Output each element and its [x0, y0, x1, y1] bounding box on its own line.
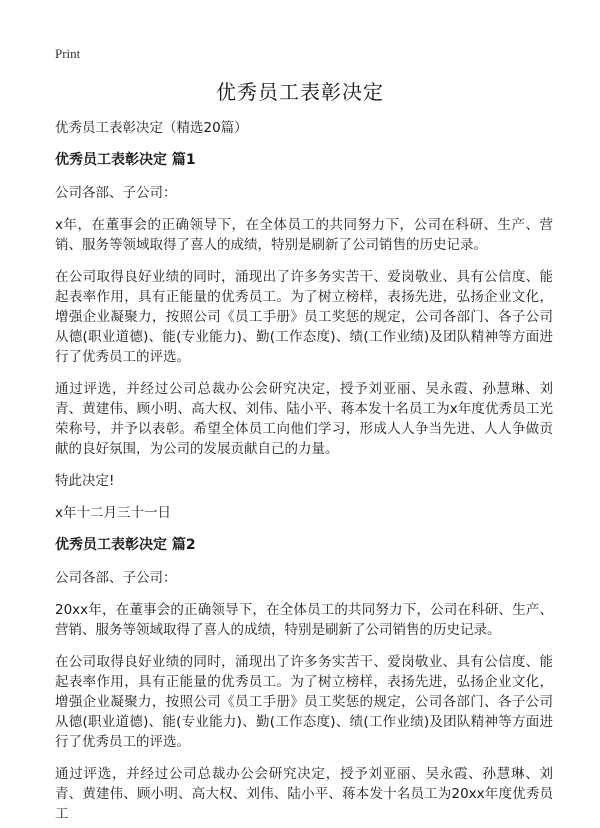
article-salutation: 公司各部、子公司：	[55, 570, 177, 586]
article-closing: 特此决定!	[55, 473, 115, 489]
article-1	[55, 150, 553, 523]
article-salutation: 公司各部、子公司：	[55, 185, 177, 201]
article-paragraph: 在公司取得良好业绩的同时，涌现出了许多务实苦干、爱岗敬业、具有公信度、能起表率作用，具有正能量的优秀员工。为了树立榜样，表扬先进，弘扬企业文化，增强企业凝聚力，按照公司《员工手册》员工奖惩的规定，公司各部门、各子公司从德(职业道德)、能(专业能力)、勤(工作态度)、绩(工作业绩)及团队精神等方面进行了优秀员工的评选。	[55, 269, 553, 365]
article-2	[55, 535, 553, 824]
document-body	[55, 118, 553, 828]
article-heading: 优秀员工表彰决定 篇1	[55, 152, 196, 168]
article-paragraph: 20xx年，在董事会的正确领导下，在全体员工的共同努力下，公司在科研、生产、营销、服务等领域取得了喜人的成绩，特别是刷新了公司销售的历史记录。	[55, 602, 553, 638]
article-heading: 优秀员工表彰决定 篇2	[55, 537, 196, 553]
article-paragraph: 在公司取得良好业绩的同时，涌现出了许多务实苦干、爱岗敬业、具有公信度、能起表率作用，具有正能量的优秀员工。为了树立榜样，表扬先进，弘扬企业文化，增强企业凝聚力，按照公司《员工手册》员工奖惩的规定，公司各部门、各子公司从德(职业道德)、能(专业能力)、勤(工作态度)、绩(工作业绩)及团队精神等方面进行了优秀员工的评选。	[55, 654, 553, 750]
document-subtitle: 优秀员工表彰决定（精选20篇）	[55, 120, 248, 136]
print-label[interactable]: Print	[55, 46, 81, 61]
article-paragraph: x年，在董事会的正确领导下，在全体员工的共同努力下，公司在科研、生产、营销、服务等领域取得了喜人的成绩，特别是刷新了公司销售的历史记录。	[55, 217, 553, 253]
article-paragraph: 通过评选，并经过公司总裁办公会研究决定，授予刘亚丽、吴永霞、孙慧琳、刘青、黄建伟、顾小明、高大权、刘伟、陆小平、蒋本发十名员工为x年度优秀员工光荣称号，并予以表彰。希望全体员工向他们学习，形成人人争当先进、人人争做贡献的良好氛围，为公司的发展贡献自己的力量。	[55, 381, 553, 457]
page-title: 优秀员工表彰决定	[216, 80, 384, 104]
article-date: x年十二月三十一日	[55, 505, 171, 521]
article-paragraph: 通过评选，并经过公司总裁办公会研究决定，授予刘亚丽、吴永霞、孙慧琳、刘青、黄建伟、顾小明、高大权、刘伟、陆小平、蒋本发十名员工为20xx年度优秀员工	[55, 766, 553, 822]
